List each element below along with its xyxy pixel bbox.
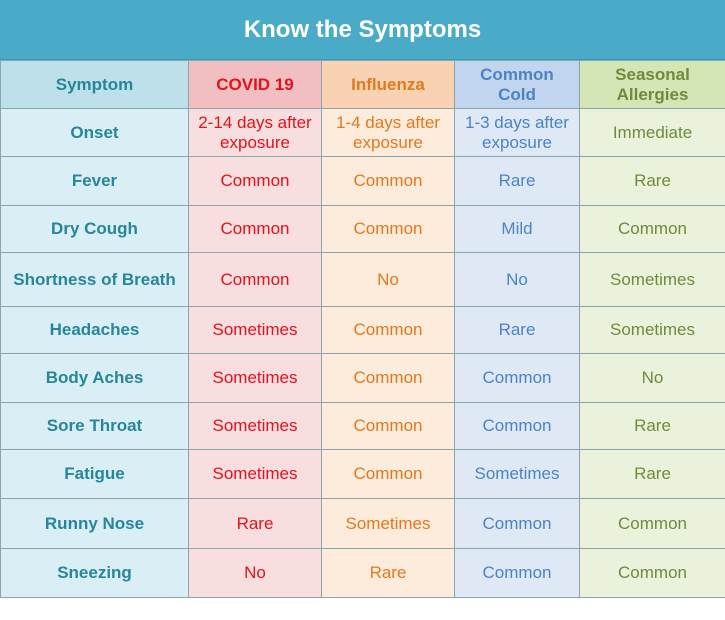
influenza-cell: No	[322, 253, 455, 307]
influenza-cell: Common	[322, 307, 455, 354]
header-row	[1, 61, 725, 109]
table-row	[1, 206, 725, 253]
symptom-cell: Sneezing	[1, 549, 189, 598]
page-title: Know the Symptoms	[0, 0, 725, 60]
table-row	[1, 499, 725, 549]
common-cold-cell: 1-3 days after exposure	[455, 109, 580, 157]
common-cold-cell: Common	[455, 354, 580, 403]
covid-cell: 2-14 days after exposure	[189, 109, 322, 157]
covid-cell: Sometimes	[189, 307, 322, 354]
table-row	[1, 354, 725, 403]
common-cold-cell: No	[455, 253, 580, 307]
common-cold-cell: Mild	[455, 206, 580, 253]
covid-cell: Rare	[189, 499, 322, 549]
covid-cell: Common	[189, 157, 322, 206]
common-cold-cell: Common	[455, 499, 580, 549]
seasonal-allergies-cell: Immediate	[580, 109, 725, 157]
symptom-cell: Onset	[1, 109, 189, 157]
common-cold-cell: Common	[455, 403, 580, 450]
covid-cell: Common	[189, 253, 322, 307]
table-row	[1, 307, 725, 354]
symptom-cell: Body Aches	[1, 354, 189, 403]
influenza-cell: Common	[322, 157, 455, 206]
covid-cell: Sometimes	[189, 403, 322, 450]
seasonal-allergies-cell: Sometimes	[580, 307, 725, 354]
seasonal-allergies-cell: Common	[580, 549, 725, 598]
symptom-cell: Runny Nose	[1, 499, 189, 549]
symptom-cell: Dry Cough	[1, 206, 189, 253]
symptom-cell: Sore Throat	[1, 403, 189, 450]
common-cold-cell: Sometimes	[455, 450, 580, 499]
influenza-cell: Rare	[322, 549, 455, 598]
header-common-cold: Common Cold	[455, 61, 580, 109]
table-row	[1, 109, 725, 157]
seasonal-allergies-cell: No	[580, 354, 725, 403]
covid-cell: Sometimes	[189, 450, 322, 499]
common-cold-cell: Rare	[455, 157, 580, 206]
table-row	[1, 549, 725, 598]
table-row	[1, 450, 725, 499]
covid-cell: No	[189, 549, 322, 598]
symptom-cell: Fever	[1, 157, 189, 206]
symptom-cell: Fatigue	[1, 450, 189, 499]
seasonal-allergies-cell: Sometimes	[580, 253, 725, 307]
symptom-cell: Shortness of Breath	[1, 253, 189, 307]
influenza-cell: Common	[322, 403, 455, 450]
influenza-cell: Common	[322, 354, 455, 403]
seasonal-allergies-cell: Rare	[580, 157, 725, 206]
header-symptom: Symptom	[1, 61, 189, 109]
seasonal-allergies-cell: Common	[580, 499, 725, 549]
common-cold-cell: Rare	[455, 307, 580, 354]
covid-cell: Sometimes	[189, 354, 322, 403]
covid-cell: Common	[189, 206, 322, 253]
symptoms-table	[0, 60, 725, 598]
common-cold-cell: Common	[455, 549, 580, 598]
header-seasonal-allergies: Seasonal Allergies	[580, 61, 725, 109]
influenza-cell: 1-4 days after exposure	[322, 109, 455, 157]
influenza-cell: Common	[322, 450, 455, 499]
table-row	[1, 157, 725, 206]
seasonal-allergies-cell: Rare	[580, 450, 725, 499]
seasonal-allergies-cell: Common	[580, 206, 725, 253]
influenza-cell: Sometimes	[322, 499, 455, 549]
table-row	[1, 253, 725, 307]
symptom-cell: Headaches	[1, 307, 189, 354]
header-covid: COVID 19	[189, 61, 322, 109]
influenza-cell: Common	[322, 206, 455, 253]
header-influenza: Influenza	[322, 61, 455, 109]
seasonal-allergies-cell: Rare	[580, 403, 725, 450]
table-row	[1, 403, 725, 450]
